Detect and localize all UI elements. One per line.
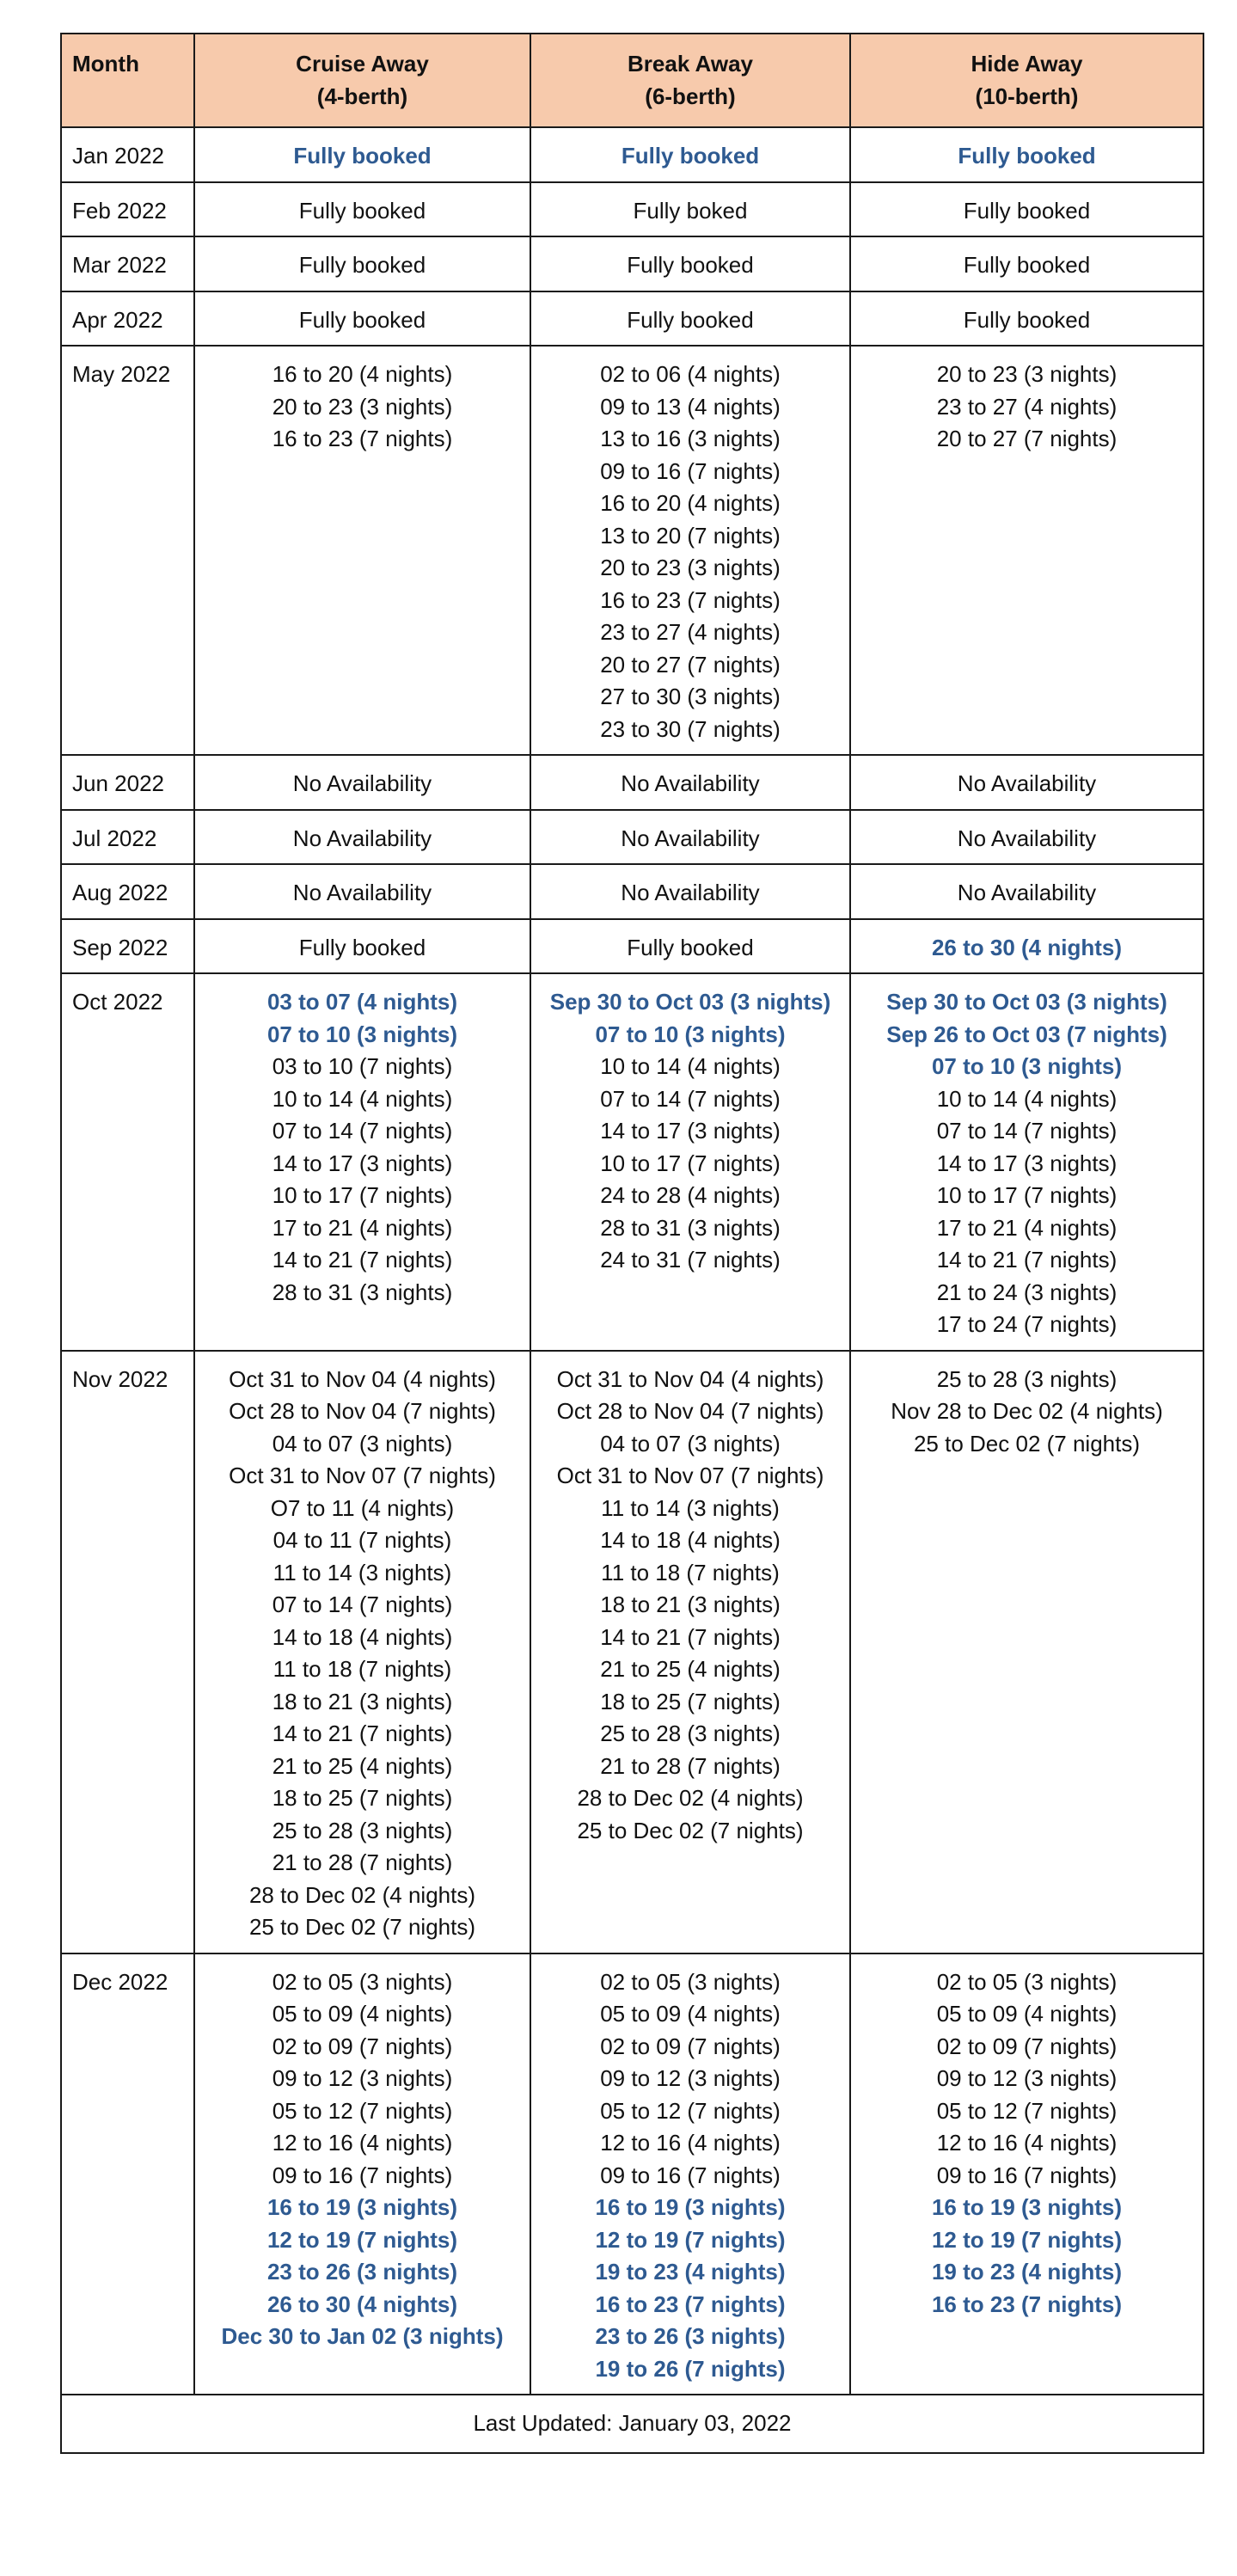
availability-entry: 17 to 21 (4 nights) (272, 1214, 453, 1241)
table-footer (61, 2395, 1203, 2453)
availability-cell-hide-away (850, 1953, 1203, 2395)
availability-table (60, 33, 1204, 2454)
availability-entry: 05 to 09 (4 nights) (272, 2001, 453, 2027)
month-cell: Oct 2022 (61, 973, 194, 1351)
highlighted-availability-entry: Sep 30 to Oct 03 (3 nights) (886, 989, 1167, 1015)
availability-cell-break-away (530, 919, 850, 974)
availability-entry: 13 to 16 (3 nights) (600, 426, 781, 451)
availability-entry: 10 to 17 (7 nights) (272, 1182, 453, 1208)
availability-entry: Oct 31 to Nov 04 (4 nights) (229, 1365, 496, 1392)
table-header (61, 34, 1203, 127)
availability-entry: Fully booked (627, 934, 754, 960)
availability-entry: 25 to 28 (3 nights) (600, 1720, 781, 1746)
highlighted-availability-entry: 12 to 19 (7 nights) (595, 2226, 786, 2253)
highlighted-availability-entry: 19 to 26 (7 nights) (595, 2355, 786, 2382)
month-cell: Dec 2022 (61, 1953, 194, 2395)
availability-entry: 14 to 17 (3 nights) (600, 1118, 781, 1144)
availability-entry: Fully booked (298, 197, 426, 224)
highlighted-availability-entry: 16 to 19 (3 nights) (931, 2194, 1123, 2220)
availability-entry: 12 to 16 (4 nights) (600, 2130, 781, 2156)
availability-entry: 02 to 09 (7 nights) (272, 2033, 453, 2059)
availability-entry: 25 to Dec 02 (7 nights) (577, 1817, 804, 1843)
availability-entry: 09 to 16 (7 nights) (600, 2162, 781, 2188)
availability-entry: 11 to 18 (7 nights) (601, 1559, 780, 1585)
column-header-month: Month (61, 34, 194, 127)
availability-cell-break-away (530, 810, 850, 865)
highlighted-availability-entry: Fully booked (958, 143, 1096, 169)
availability-entry: Fully boked (633, 197, 748, 224)
highlighted-availability-entry: 12 to 19 (7 nights) (931, 2226, 1123, 2253)
availability-cell-break-away (530, 864, 850, 919)
highlighted-availability-entry: 07 to 10 (3 nights) (595, 1021, 786, 1047)
availability-cell-cruise-away (194, 291, 530, 347)
highlighted-availability-entry: 23 to 26 (3 nights) (595, 2323, 786, 2349)
availability-entry: No Availability (957, 880, 1097, 905)
availability-cell-break-away (530, 127, 850, 182)
availability-entry: 02 to 05 (3 nights) (936, 1968, 1118, 1995)
last-updated-note: Last Updated: January 03, 2022 (61, 2395, 1203, 2453)
boat-name: Break Away (628, 51, 753, 77)
availability-entry: 05 to 09 (4 nights) (600, 2001, 781, 2027)
availability-entry: 12 to 16 (4 nights) (936, 2130, 1118, 2156)
availability-entry: 25 to 28 (3 nights) (936, 1365, 1118, 1392)
column-header-hide-away (850, 34, 1203, 127)
availability-entry: 14 to 21 (7 nights) (600, 1623, 781, 1650)
availability-entry: 17 to 24 (7 nights) (936, 1311, 1118, 1337)
availability-entry: 21 to 28 (7 nights) (272, 1849, 453, 1875)
availability-entry: 27 to 30 (3 nights) (600, 684, 781, 709)
availability-entry: 18 to 21 (3 nights) (600, 1592, 781, 1617)
availability-cell-hide-away (850, 919, 1203, 974)
availability-entry: 02 to 06 (4 nights) (600, 361, 781, 387)
availability-cell-hide-away (850, 291, 1203, 347)
availability-entry: 09 to 12 (3 nights) (272, 2065, 453, 2091)
availability-entry: 14 to 18 (4 nights) (272, 1623, 453, 1650)
table-row (61, 1953, 1203, 2395)
availability-entry: No Availability (621, 880, 760, 905)
month-cell: Apr 2022 (61, 291, 194, 347)
boat-name: Hide Away (971, 51, 1083, 77)
availability-entry: 16 to 20 (4 nights) (600, 490, 781, 516)
availability-entry: 28 to 31 (3 nights) (600, 1214, 781, 1241)
highlighted-availability-entry: 16 to 23 (7 nights) (931, 2291, 1123, 2317)
availability-entry: 20 to 23 (3 nights) (936, 361, 1118, 387)
availability-entry: No Availability (957, 770, 1097, 796)
availability-entry: Oct 28 to Nov 04 (7 nights) (556, 1398, 824, 1424)
availability-entry: 24 to 31 (7 nights) (600, 1247, 781, 1273)
availability-entry: 11 to 14 (3 nights) (273, 1559, 452, 1585)
availability-cell-hide-away (850, 1351, 1203, 1953)
availability-entry: 12 to 16 (4 nights) (272, 2130, 453, 2156)
availability-cell-cruise-away (194, 810, 530, 865)
availability-entry: 21 to 28 (7 nights) (600, 1752, 781, 1779)
month-cell: Feb 2022 (61, 182, 194, 237)
highlighted-availability-entry: Fully booked (293, 143, 432, 169)
table-row (61, 973, 1203, 1351)
footer-row (61, 2395, 1203, 2453)
availability-entry: 09 to 12 (3 nights) (600, 2065, 781, 2091)
availability-cell-cruise-away (194, 236, 530, 291)
availability-entry: 10 to 14 (4 nights) (936, 1085, 1118, 1112)
availability-cell-hide-away (850, 182, 1203, 237)
highlighted-availability-entry: 07 to 10 (3 nights) (266, 1021, 458, 1047)
availability-entry: 10 to 17 (7 nights) (936, 1182, 1118, 1208)
availability-cell-break-away (530, 1953, 850, 2395)
availability-entry: No Availability (957, 825, 1097, 851)
availability-cell-cruise-away (194, 182, 530, 237)
availability-entry: 02 to 05 (3 nights) (272, 1968, 453, 1995)
availability-entry: 20 to 23 (3 nights) (272, 393, 453, 420)
availability-entry: No Availability (292, 825, 432, 851)
table-body (61, 127, 1203, 2395)
availability-cell-cruise-away (194, 1351, 530, 1953)
column-header-break-away (530, 34, 850, 127)
availability-entry: 05 to 12 (7 nights) (600, 2097, 781, 2124)
header-row (61, 34, 1203, 127)
availability-entry: 11 to 18 (7 nights) (273, 1656, 452, 1682)
highlighted-availability-entry: 16 to 19 (3 nights) (266, 2194, 458, 2220)
availability-entry: 14 to 17 (3 nights) (272, 1150, 453, 1176)
availability-entry: 21 to 25 (4 nights) (600, 1656, 781, 1682)
availability-entry: 21 to 25 (4 nights) (272, 1752, 453, 1779)
highlighted-availability-entry: 16 to 23 (7 nights) (595, 2291, 786, 2317)
availability-entry: 07 to 14 (7 nights) (272, 1592, 453, 1617)
availability-entry: No Availability (292, 770, 432, 796)
availability-cell-break-away (530, 182, 850, 237)
boat-name: Cruise Away (296, 51, 429, 77)
month-cell: Jul 2022 (61, 810, 194, 865)
availability-entry: Fully booked (298, 934, 426, 960)
table-row (61, 127, 1203, 182)
availability-entry: 10 to 17 (7 nights) (600, 1150, 781, 1176)
availability-cell-cruise-away (194, 919, 530, 974)
availability-entry: 03 to 10 (7 nights) (272, 1053, 453, 1079)
highlighted-availability-entry: 19 to 23 (4 nights) (595, 2259, 786, 2285)
highlighted-availability-entry: 26 to 30 (4 nights) (266, 2291, 458, 2317)
availability-entry: 14 to 21 (7 nights) (272, 1720, 453, 1746)
availability-entry: 16 to 20 (4 nights) (272, 361, 453, 387)
availability-entry: 10 to 14 (4 nights) (272, 1085, 453, 1112)
availability-cell-hide-away (850, 755, 1203, 810)
highlighted-availability-entry: 16 to 19 (3 nights) (595, 2194, 786, 2220)
availability-cell-hide-away (850, 864, 1203, 919)
table-row (61, 1351, 1203, 1953)
availability-entry: 09 to 12 (3 nights) (936, 2065, 1118, 2091)
availability-cell-break-away (530, 1351, 850, 1953)
availability-entry: 02 to 09 (7 nights) (600, 2033, 781, 2059)
availability-entry: 18 to 25 (7 nights) (600, 1688, 781, 1714)
availability-entry: 09 to 13 (4 nights) (600, 393, 781, 420)
availability-entry: Nov 28 to Dec 02 (4 nights) (891, 1398, 1163, 1424)
availability-entry: 23 to 27 (4 nights) (936, 393, 1118, 420)
month-cell: Aug 2022 (61, 864, 194, 919)
highlighted-availability-entry: 12 to 19 (7 nights) (266, 2226, 458, 2253)
availability-entry: 14 to 21 (7 nights) (936, 1247, 1118, 1273)
availability-entry: 18 to 25 (7 nights) (272, 1785, 453, 1811)
availability-entry: 09 to 16 (7 nights) (600, 457, 781, 484)
availability-entry: 18 to 21 (3 nights) (272, 1688, 453, 1714)
availability-cell-cruise-away (194, 127, 530, 182)
availability-entry: 11 to 14 (3 nights) (601, 1494, 780, 1521)
availability-entry: 20 to 23 (3 nights) (600, 555, 781, 580)
availability-cell-hide-away (850, 127, 1203, 182)
month-cell: Jan 2022 (61, 127, 194, 182)
availability-entry: Fully booked (627, 252, 754, 278)
month-cell: Mar 2022 (61, 236, 194, 291)
table-row (61, 346, 1203, 755)
availability-entry: 17 to 21 (4 nights) (936, 1214, 1118, 1241)
highlighted-availability-entry: Dec 30 to Jan 02 (3 nights) (221, 2323, 504, 2349)
highlighted-availability-entry: 03 to 07 (4 nights) (266, 989, 458, 1015)
availability-entry: Oct 31 to Nov 07 (7 nights) (229, 1463, 496, 1488)
table-row (61, 182, 1203, 237)
highlighted-availability-entry: Sep 30 to Oct 03 (3 nights) (549, 989, 831, 1015)
availability-entry: Fully booked (298, 306, 426, 333)
table-row (61, 919, 1203, 974)
availability-entry: 16 to 23 (7 nights) (600, 586, 781, 613)
availability-entry: 04 to 07 (3 nights) (272, 1430, 453, 1457)
boat-berths: (6-berth) (645, 83, 736, 109)
availability-entry: 25 to Dec 02 (7 nights) (248, 1914, 476, 1940)
availability-entry: Oct 31 to Nov 07 (7 nights) (556, 1463, 824, 1488)
availability-entry: 23 to 30 (7 nights) (600, 715, 781, 742)
availability-cell-cruise-away (194, 346, 530, 755)
month-cell: Sep 2022 (61, 919, 194, 974)
table-row (61, 810, 1203, 865)
availability-entry: 07 to 14 (7 nights) (272, 1118, 453, 1144)
availability-entry: 28 to Dec 02 (4 nights) (577, 1785, 804, 1811)
availability-entry: 23 to 27 (4 nights) (600, 619, 781, 645)
boat-berths: (4-berth) (316, 83, 408, 109)
availability-entry: 14 to 21 (7 nights) (272, 1247, 453, 1273)
availability-entry: Fully booked (963, 306, 1091, 333)
availability-cell-break-away (530, 346, 850, 755)
table-row (61, 236, 1203, 291)
availability-entry: 13 to 20 (7 nights) (600, 522, 781, 549)
availability-cell-cruise-away (194, 1953, 530, 2395)
table-row (61, 291, 1203, 347)
highlighted-availability-entry: 07 to 10 (3 nights) (931, 1053, 1123, 1079)
availability-entry: Fully booked (298, 252, 426, 278)
availability-entry: Fully booked (627, 306, 754, 333)
availability-entry: 28 to Dec 02 (4 nights) (248, 1881, 476, 1908)
availability-entry: 25 to Dec 02 (7 nights) (913, 1430, 1141, 1457)
availability-cell-break-away (530, 291, 850, 347)
availability-entry: 28 to 31 (3 nights) (272, 1279, 453, 1305)
highlighted-availability-entry: 26 to 30 (4 nights) (931, 934, 1123, 960)
availability-entry: 02 to 09 (7 nights) (936, 2033, 1118, 2059)
highlighted-availability-entry: 23 to 26 (3 nights) (266, 2259, 458, 2285)
column-header-cruise-away (194, 34, 530, 127)
availability-entry: No Availability (621, 825, 760, 851)
availability-cell-hide-away (850, 346, 1203, 755)
table-row (61, 864, 1203, 919)
availability-entry: 02 to 05 (3 nights) (600, 1968, 781, 1995)
availability-cell-cruise-away (194, 755, 530, 810)
month-cell: May 2022 (61, 346, 194, 755)
availability-entry: Oct 28 to Nov 04 (7 nights) (229, 1398, 496, 1424)
availability-entry: 04 to 07 (3 nights) (600, 1430, 781, 1457)
availability-cell-break-away (530, 973, 850, 1351)
month-cell: Jun 2022 (61, 755, 194, 810)
availability-entry: No Availability (621, 770, 760, 796)
availability-entry: 25 to 28 (3 nights) (272, 1817, 453, 1843)
month-cell: Nov 2022 (61, 1351, 194, 1953)
availability-entry: 05 to 09 (4 nights) (936, 2001, 1118, 2027)
availability-entry: 21 to 24 (3 nights) (936, 1279, 1118, 1305)
availability-cell-cruise-away (194, 973, 530, 1351)
availability-entry: 16 to 23 (7 nights) (272, 426, 453, 451)
availability-entry: O7 to 11 (4 nights) (270, 1494, 455, 1521)
availability-entry: 05 to 12 (7 nights) (936, 2097, 1118, 2124)
availability-cell-cruise-away (194, 864, 530, 919)
availability-entry: 10 to 14 (4 nights) (600, 1053, 781, 1079)
availability-entry: 14 to 17 (3 nights) (936, 1150, 1118, 1176)
highlighted-availability-entry: Sep 26 to Oct 03 (7 nights) (886, 1021, 1167, 1047)
availability-cell-hide-away (850, 236, 1203, 291)
availability-entry: 09 to 16 (7 nights) (936, 2162, 1118, 2188)
availability-cell-hide-away (850, 810, 1203, 865)
availability-entry: Fully booked (963, 252, 1091, 278)
boat-berths: (10-berth) (975, 83, 1079, 109)
availability-cell-break-away (530, 755, 850, 810)
availability-entry: 07 to 14 (7 nights) (600, 1085, 781, 1112)
availability-cell-hide-away (850, 973, 1203, 1351)
availability-entry: 04 to 11 (7 nights) (273, 1527, 452, 1553)
availability-entry: 05 to 12 (7 nights) (272, 2097, 453, 2124)
availability-entry: 09 to 16 (7 nights) (272, 2162, 453, 2188)
highlighted-availability-entry: Fully booked (621, 143, 760, 169)
highlighted-availability-entry: 19 to 23 (4 nights) (931, 2259, 1123, 2285)
availability-entry: Oct 31 to Nov 04 (4 nights) (556, 1365, 824, 1392)
availability-entry: 24 to 28 (4 nights) (600, 1182, 781, 1208)
availability-entry: 14 to 18 (4 nights) (600, 1527, 781, 1553)
availability-cell-break-away (530, 236, 850, 291)
availability-entry: 07 to 14 (7 nights) (936, 1118, 1118, 1144)
availability-entry: Fully booked (963, 197, 1091, 224)
availability-entry: 20 to 27 (7 nights) (936, 426, 1118, 451)
availability-entry: 20 to 27 (7 nights) (600, 651, 781, 678)
availability-entry: No Availability (292, 880, 432, 905)
table-row (61, 755, 1203, 810)
